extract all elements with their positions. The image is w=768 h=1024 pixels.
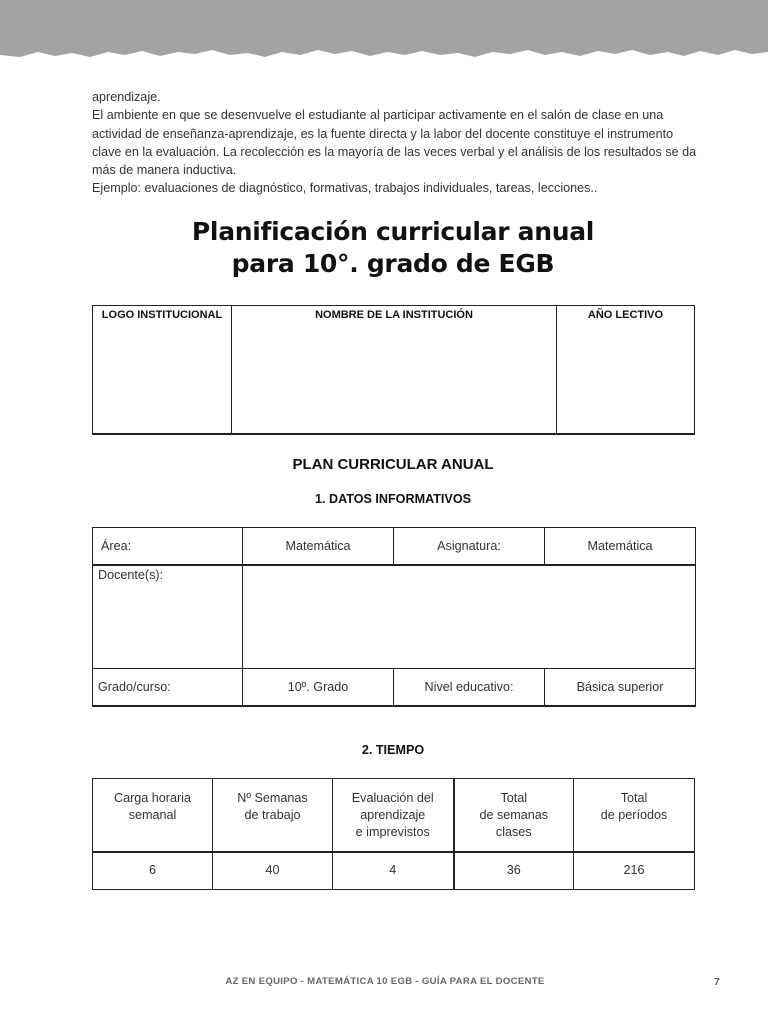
column-header [454, 779, 574, 852]
header-line: de semanas [479, 808, 549, 822]
plan-title: PLAN CURRICULAR ANUAL [292, 456, 494, 473]
header-line: Nº Semanas [237, 791, 308, 805]
institution-table [92, 305, 695, 435]
header-line: e imprevistos [355, 825, 430, 839]
area-value: Matemática [243, 528, 394, 565]
intro-paragraph [92, 88, 702, 198]
intro-line: El ambiente en que se desenvuelve el estudiante al participar activamente en el salón de clase en una actividad de enseñanza-aprendizaje, es la fuente directa y la labor del docente constituye el instrumento clave en la evaluación. La recolección es la mayoría de las veces verbal y el análisis de los resultados se da más de manera inductiva. [92, 108, 697, 178]
datos-section-title: 1. DATOS INFORMATIVOS [314, 492, 472, 506]
header-line: clases [495, 825, 532, 839]
nivel-label: Nivel educativo: [394, 669, 545, 706]
nivel-value: Básica superior [545, 669, 696, 706]
column-header [213, 779, 333, 852]
intro-line: Ejemplo: evaluaciones de diagnóstico, formativas, trabajos individuales, tareas, lecciones.. [92, 181, 598, 196]
asignatura-label: Asignatura: [394, 528, 545, 565]
header-line: Carga horaria [113, 791, 191, 805]
table-row [93, 565, 696, 669]
table-cell: 216 [574, 852, 695, 890]
table-cell: 36 [454, 852, 574, 890]
page-title [0, 216, 768, 280]
asignatura-value: Matemática [545, 528, 696, 565]
column-header [93, 779, 213, 852]
column-header [574, 779, 695, 852]
title-line-1: Planificación curricular anual [191, 217, 595, 246]
docente-label: Docente(s): [93, 565, 243, 669]
area-label: Área: [93, 528, 243, 565]
grado-label: Grado/curso: [93, 669, 243, 706]
header-line: Total [500, 791, 528, 805]
table-cell: 40 [213, 852, 333, 890]
table-cell: 4 [333, 852, 454, 890]
table-header-row [93, 779, 695, 852]
table-cell: 6 [93, 852, 213, 890]
page-footer: AZ EN EQUIPO - MATEMÁTICA 10 EGB - GUÍA PARA EL DOCENTE [225, 976, 545, 987]
header-line: de períodos [600, 808, 668, 822]
title-line-2: para 10°. grado de EGB [231, 249, 555, 278]
header-line: semanal [128, 808, 177, 822]
header-line: de trabajo [244, 808, 301, 822]
column-header [333, 779, 454, 852]
torn-paper-header-band [0, 0, 768, 80]
tiempo-table [92, 778, 695, 890]
tiempo-section-title: 2. TIEMPO [361, 743, 425, 757]
table-row [93, 669, 696, 706]
table-row [93, 528, 696, 565]
header-line: aprendizaje [360, 808, 426, 822]
header-line: Evaluación del [351, 791, 434, 805]
logo-cell: LOGO INSTITUCIONAL [93, 306, 232, 435]
institution-name-cell: NOMBRE DE LA INSTITUCIÓN [232, 306, 557, 435]
datos-informativos-table [92, 527, 696, 707]
page-number: 7 [714, 976, 720, 988]
table-row [93, 852, 695, 890]
docente-value [243, 565, 696, 669]
grado-value: 10º. Grado [243, 669, 394, 706]
header-line: Total [620, 791, 648, 805]
school-year-cell: AÑO LECTIVO [557, 306, 695, 435]
intro-line: aprendizaje. [92, 90, 161, 104]
